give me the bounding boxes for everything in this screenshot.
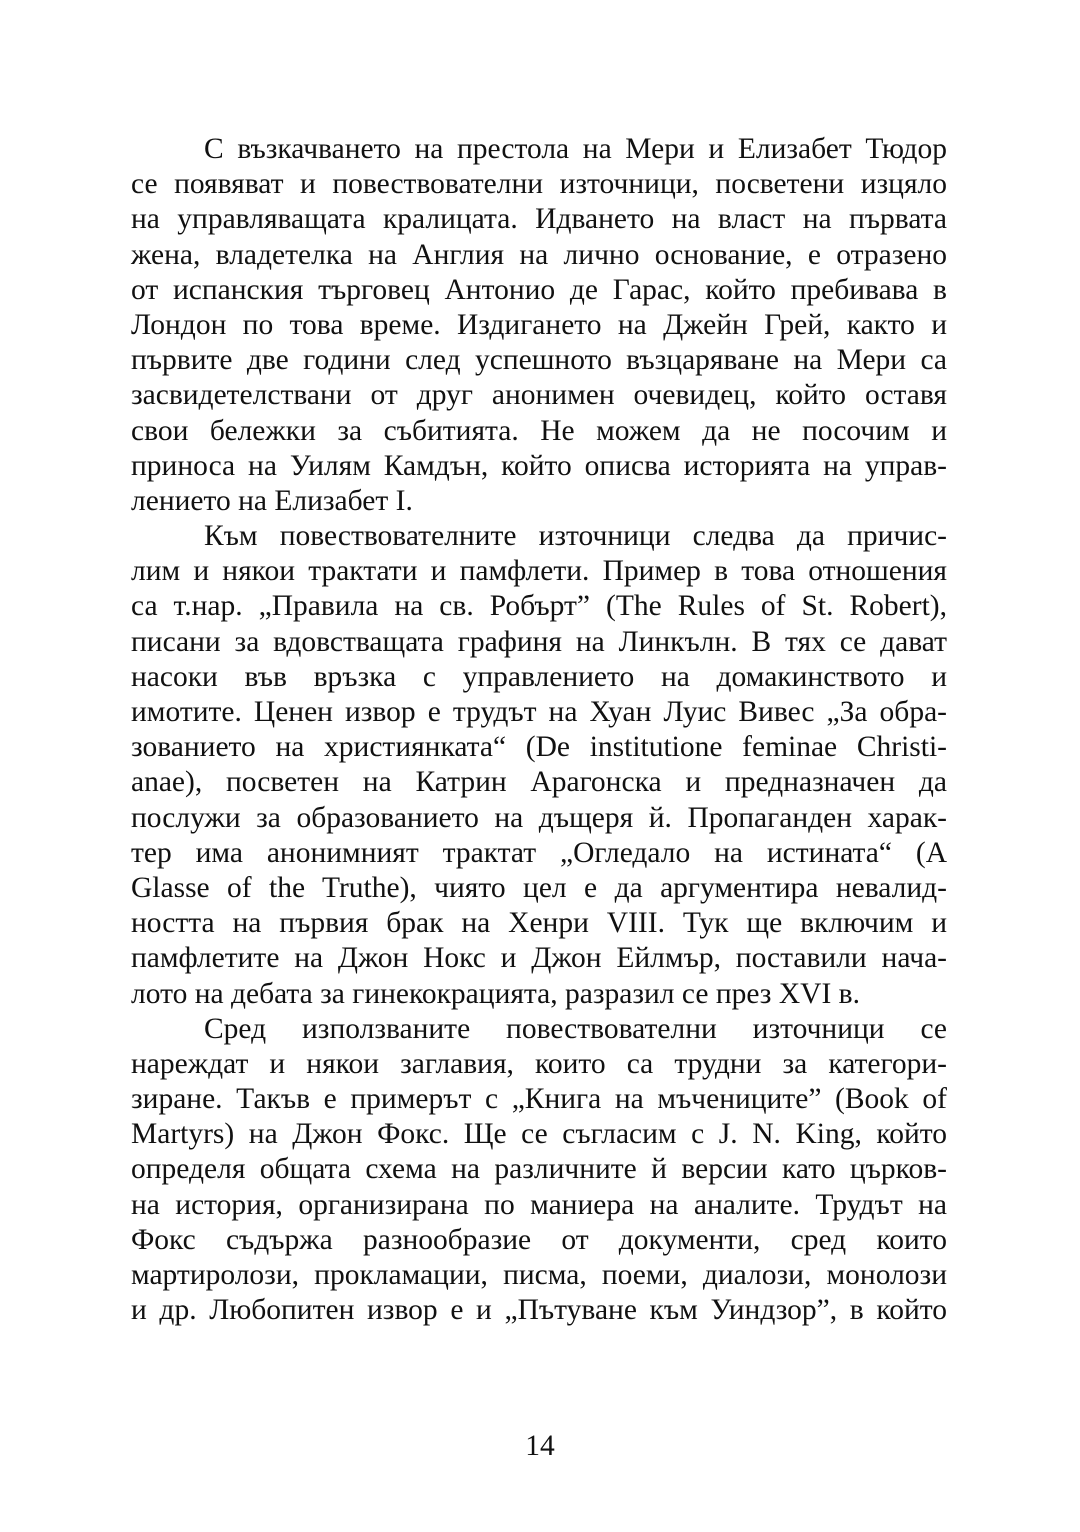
text-line: ността на първия брак на Хенри VIII. Тук ще включим и bbox=[131, 907, 947, 940]
text-line: тер има анонимният трактат „Огледало на истината“ (A bbox=[131, 836, 947, 869]
text-line: на история, организирана по маниера на аналите. Трудът на bbox=[131, 1188, 947, 1221]
text-line: лението на Елизабет I. bbox=[131, 484, 413, 517]
text-line: имотите. Ценен извор е трудът на Хуан Луис Вивес „За обра- bbox=[131, 696, 947, 728]
document-body bbox=[131, 132, 947, 1328]
text-line: и др. Любопитен извор е и „Пътуване към Уиндзор”, в който bbox=[131, 1294, 947, 1327]
text-line: anae), посветен на Катрин Арагонска и предназначен да bbox=[131, 766, 947, 799]
text-line: С възкачването на престола на Мери и Елизабет Тюдор bbox=[204, 133, 947, 165]
text-line: първите две години след успешното възцаряване на Мери са bbox=[131, 344, 947, 377]
text-line: насоки във връзка с управлението на домакинството и bbox=[131, 660, 947, 693]
text-line: лото на дебата за гинекокрацията, разразил се през XVI в. bbox=[131, 977, 860, 1010]
text-line: Към повествователните източници следва да причис- bbox=[204, 520, 947, 553]
text-line: памфлетите на Джон Нокс и Джон Ейлмър, поставили нача- bbox=[131, 942, 947, 975]
paragraph-2 bbox=[131, 519, 947, 1012]
page-number: 14 bbox=[525, 1430, 555, 1462]
text-line: на управляващата кралицата. Идването на власт на първата bbox=[131, 203, 947, 236]
text-line: зиране. Такъв е примерът с „Книга на мъчениците” (Book of bbox=[131, 1083, 947, 1116]
text-line: жена, владетелка на Англия на лично основание, е отразено bbox=[131, 238, 947, 271]
text-line: Лондон по това време. Издигането на Джейн Грей, както и bbox=[131, 308, 947, 341]
text-line: Glasse of the Truthe), чиято цел е да аргументира невалид- bbox=[131, 871, 947, 904]
text-line: приноса на Уилям Камдън, който описва историята на управ- bbox=[131, 449, 947, 482]
text-line: послужи за образованието на дъщеря й. Пропаганден харак- bbox=[131, 801, 947, 834]
text-line: Сред използваните повествователни източници се bbox=[204, 1012, 947, 1045]
text-line: от испанския търговец Антонио де Гарас, който пребивава в bbox=[131, 273, 947, 306]
text-line: засвидетелствани от друг анонимен очевидец, който оставя bbox=[131, 379, 947, 412]
text-line: нареждат и някои заглавия, които са трудни за категори- bbox=[131, 1047, 947, 1080]
text-line: писани за вдовстващата графиня на Линкълн. В тях се дават bbox=[131, 625, 947, 658]
text-line: Martyrs) на Джон Фокс. Ще се съгласим с J. N. King, който bbox=[131, 1118, 947, 1151]
text-line: мартиролози, прокламации, писма, поеми, диалози, монолози bbox=[131, 1259, 947, 1291]
text-line: зованието на християнката“ (De institutione feminae Christi- bbox=[131, 731, 947, 764]
text-line: са т.нар. „Правила на св. Робърт” (The Rules of St. Robert), bbox=[131, 590, 947, 623]
text-line: се появяват и повествователни източници, посветени изцяло bbox=[131, 168, 947, 201]
text-line: Фокс съдържа разнообразие от документи, сред които bbox=[131, 1223, 947, 1256]
paragraph-1 bbox=[131, 132, 947, 519]
text-line: свои бележки за събитията. Не можем да не посочим и bbox=[131, 414, 947, 447]
text-line: определя общата схема на различните й версии като църков- bbox=[131, 1153, 947, 1186]
paragraph-3 bbox=[131, 1012, 947, 1329]
text-line: лим и някои трактати и памфлети. Пример в това отношения bbox=[131, 555, 947, 588]
